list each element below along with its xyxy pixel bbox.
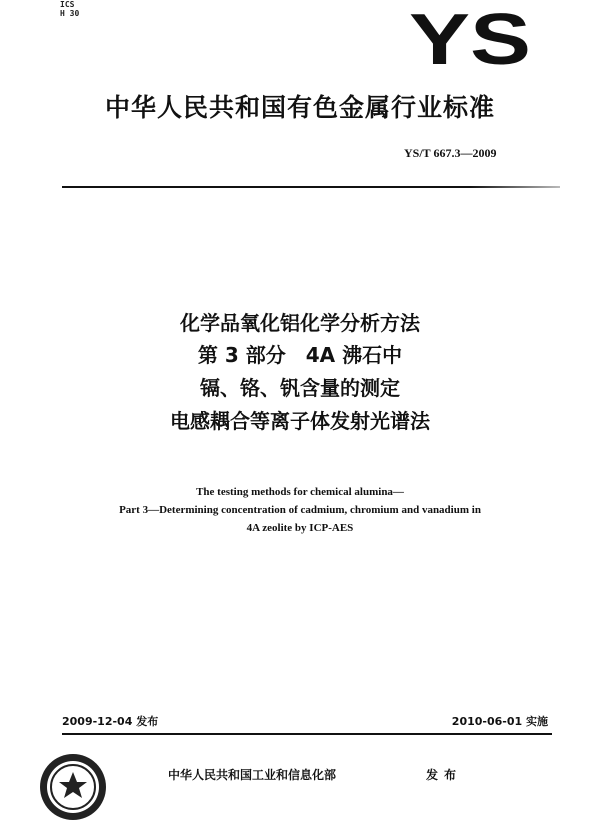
footer-rule (62, 733, 552, 735)
official-seal-icon (38, 752, 108, 822)
document-title-cn-line-1: 化学品氧化铝化学分析方法 (180, 311, 420, 335)
publish-action: 发布 (426, 768, 463, 782)
ys-logo-text: YS (409, 6, 531, 68)
issue-date: 2009-12-04 发布 (62, 715, 159, 728)
document-title-en-line-3: 4A zeolite by ICP-AES (246, 522, 354, 534)
ics-label: ICS (60, 0, 75, 9)
standard-category-title: 中华人民共和国有色金属行业标准 (104, 93, 495, 122)
standard-number: YS/T 667.3—2009 (404, 146, 497, 160)
header-rule-fade (470, 186, 560, 188)
classification-code: H 30 (60, 9, 80, 18)
document-title-cn-line-2: 第 3 部分 4A 沸石中 (197, 343, 403, 367)
publisher-name: 中华人民共和国工业和信息化部 (168, 768, 337, 782)
document-title-en-line-1: The testing methods for chemical alumina— (196, 486, 404, 498)
document-title-cn-line-3: 镉、铬、钒含量的测定 (200, 376, 400, 400)
ys-logo (408, 6, 532, 68)
document-title-cn-line-4: 电感耦合等离子体发射光谱法 (170, 409, 430, 433)
document-title-en-line-2: Part 3—Determining concentration of cadmium, chromium and vanadium in (119, 504, 481, 516)
ics-code (60, 0, 79, 18)
implementation-date: 2010-06-01 实施 (451, 715, 548, 728)
